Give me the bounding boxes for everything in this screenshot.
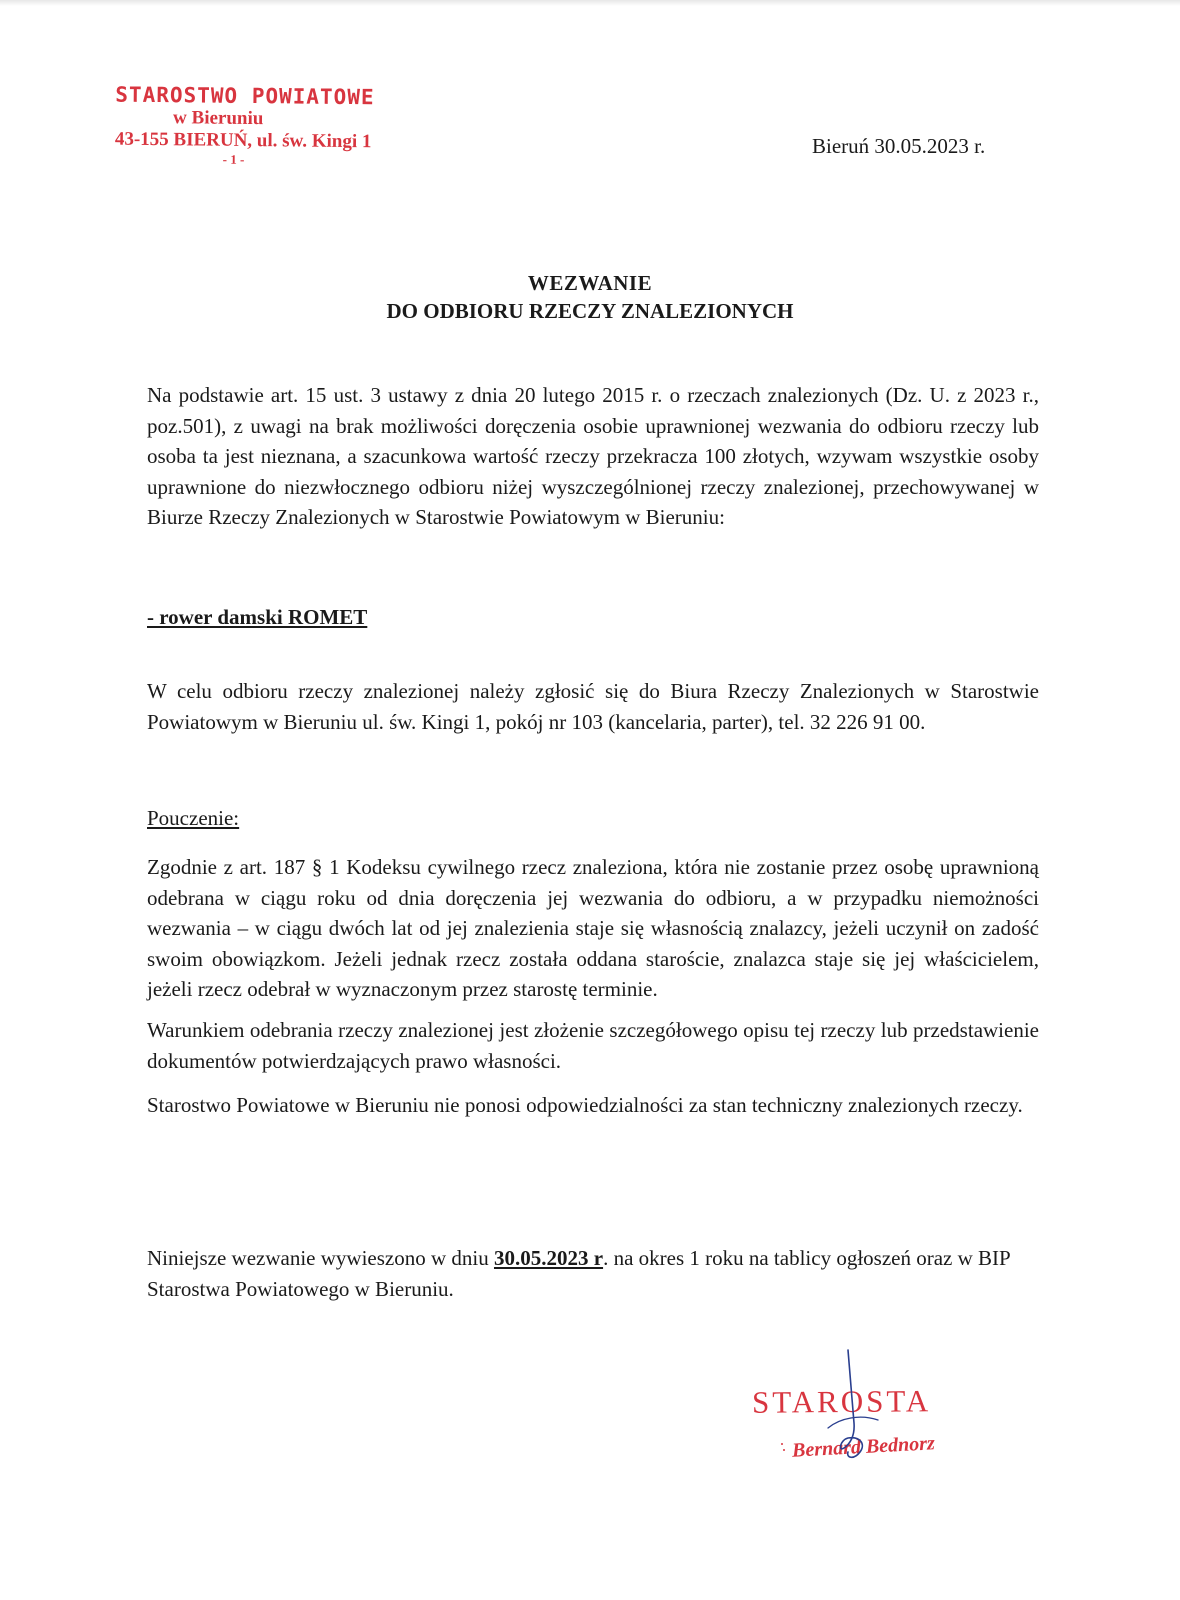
liability-disclaimer-paragraph: Starostwo Powiatowe w Bieruniu nie ponosi odpowiedzialności za stan techniczny znalezionych rzeczy. bbox=[147, 1093, 1023, 1117]
handwritten-signature bbox=[820, 1348, 910, 1468]
ink-specks bbox=[778, 1440, 788, 1460]
stamp-line-1: STAROSTWO POWIATOWE bbox=[115, 82, 375, 110]
civil-code-paragraph: Zgodnie z art. 187 § 1 Kodeksu cywilnego rzecz znaleziona, która nie zostanie przez osobę uprawnioną odebrana w ciągu roku od dnia doręczenia jej wezwania do odbioru, a w przypadku niemożności wezwania – w ciągu dwóch lat od jej znalezienia staje się własnością znalazcy, jeżeli uczynił on zadość swoim obowiązkom. Jeżeli jednak rzecz została oddana staroście, znalazca staje się jej właścicielem, jeżeli rzecz odebrał w wyznaczonym przez starostę terminie. bbox=[147, 855, 1039, 1001]
document-subtitle: DO ODBIORU RZECZY ZNALEZIONYCH bbox=[386, 299, 794, 323]
posting-date: 30.05.2023 r bbox=[493, 1246, 604, 1270]
posting-statement bbox=[147, 1243, 1039, 1304]
signer-name-stamp: Bernard Bednorz bbox=[791, 1432, 936, 1462]
collection-instructions-paragraph: W celu odbioru rzeczy znalezionej należy zgłosić się do Biura Rzeczy Znalezionych w Starostwie Powiatowym w Bieruniu ul. św. Kingi 1, pokój nr 103 (kancelaria, parter), tel. 32 226 91 00. bbox=[147, 679, 1039, 734]
posting-prefix: Niniejsze wezwanie wywieszono w dniu bbox=[147, 1246, 494, 1270]
place-and-date: Bieruń 30.05.2023 r. bbox=[812, 134, 986, 158]
stamp-line-3: 43-155 BIERUŃ, ul. św. Kingi 1 bbox=[114, 128, 372, 153]
stamp-line-4: - 1 - bbox=[222, 151, 245, 167]
stamp-line-2: w Bieruniu bbox=[173, 107, 264, 130]
posting-suffix: . na okres 1 roku na tablicy ogłoszeń oraz w BIP Starostwa Powiatowego w Bieruniu. bbox=[147, 1246, 1010, 1301]
office-stamp bbox=[115, 83, 386, 176]
legal-basis-paragraph: Na podstawie art. 15 ust. 3 ustawy z dnia 20 lutego 2015 r. o rzeczach znalezionych (Dz. U. z 2023 r., poz.501), z uwagi na brak możliwości doręczenia osobie uprawnionej wezwania do odbioru rzeczy lub osoba ta jest nieznana, a szacunkowa wartość rzeczy przekracza 100 złotych, wzywam wszystkie osoby uprawnione do niezwłocznego odbioru niżej wyszczególnionej rzeczy znalezionej, przechowywanej w Biurze Rzeczy Znalezionych w Starostwie Powiatowym w Bieruniu: bbox=[147, 383, 1039, 529]
document-title: WEZWANIE bbox=[527, 271, 653, 295]
notice-heading: Pouczenie: bbox=[147, 806, 240, 830]
collection-condition-paragraph: Warunkiem odebrania rzeczy znalezionej jest złożenie szczegółowego opisu tej rzeczy lub przedstawienie dokumentów potwierdzających prawo własności. bbox=[147, 1018, 1039, 1073]
starosta-stamp: STAROSTA bbox=[751, 1383, 932, 1420]
found-item: - rower damski ROMET bbox=[147, 605, 368, 629]
scan-edge bbox=[0, 0, 1180, 6]
